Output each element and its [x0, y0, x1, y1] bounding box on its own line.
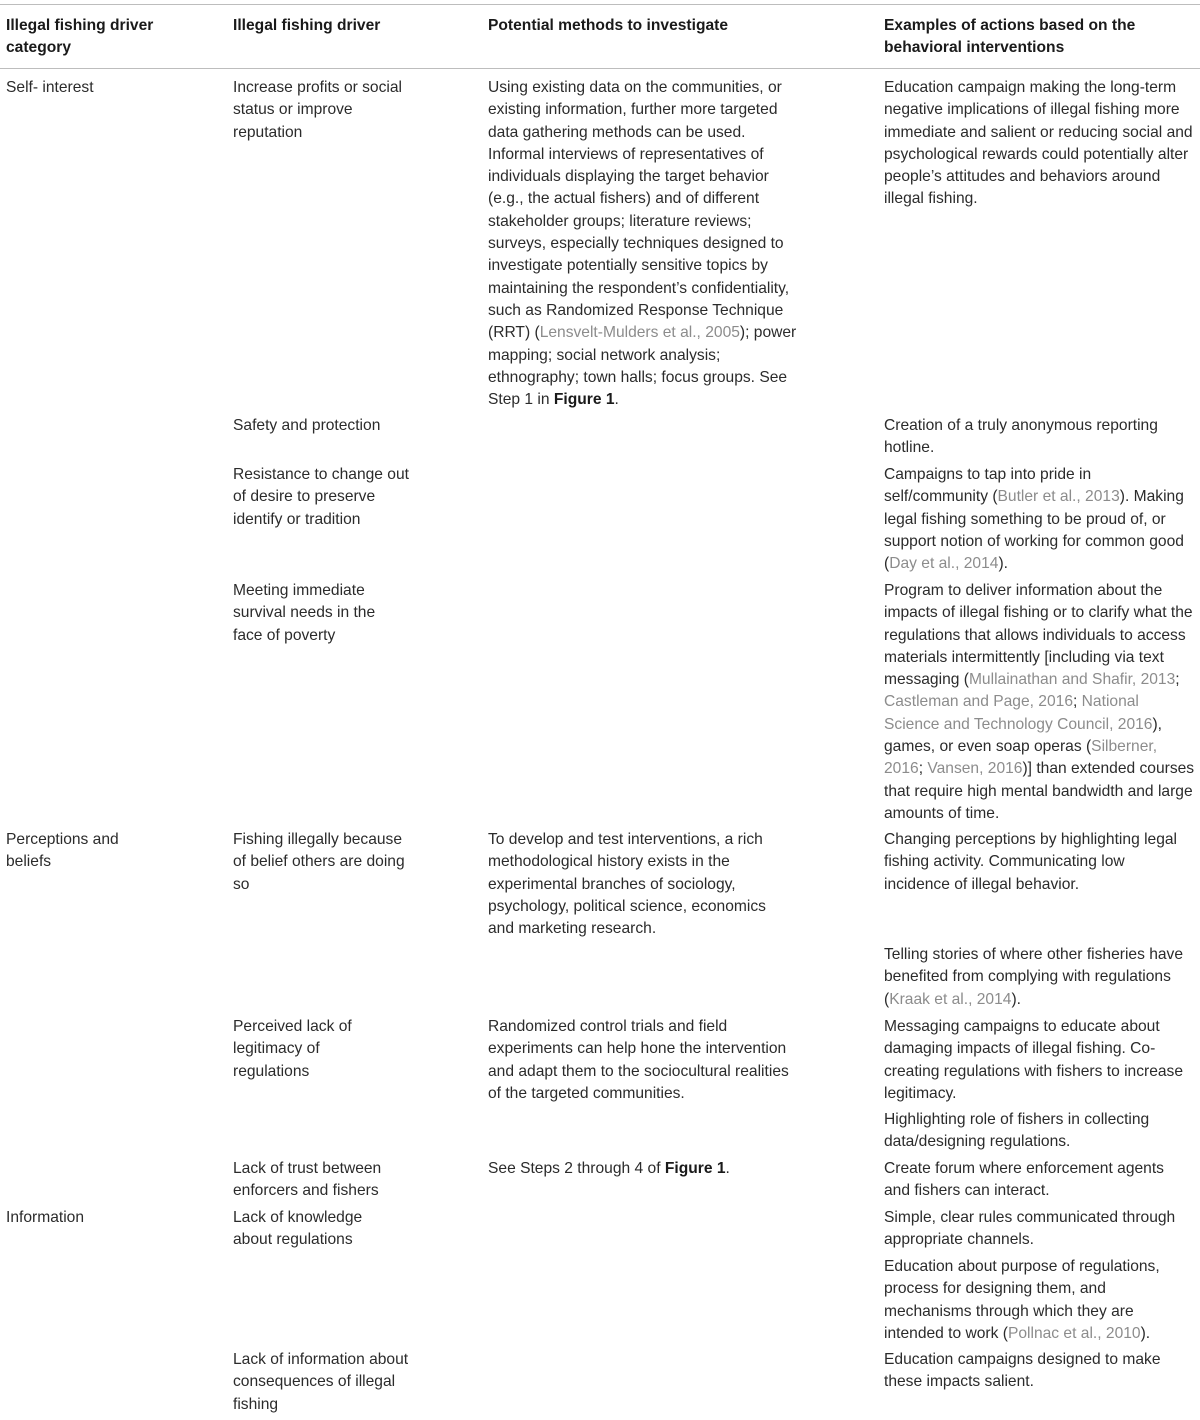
header-actions: Examples of actions based on the behavioral interventions: [884, 17, 1136, 57]
citation-link[interactable]: Pollnac et al., 2010: [1007, 1324, 1141, 1342]
driver-legitimacy: Perceived lack of legitimacy of regulations: [233, 1018, 352, 1080]
citation-link[interactable]: Butler et al., 2013: [997, 488, 1120, 506]
action-telling-stories: Telling stories of where other fisheries have benefited from complying with regulations (Kraak et al., 2014).: [884, 946, 1184, 1008]
method-see-steps: See Steps 2 through 4 of Figure 1.: [488, 1160, 730, 1177]
method-experimental: To develop and test interventions, a rich methodological history exists in the experimental branches of sociology, psychology, political science, economics and marketing research.: [488, 831, 766, 938]
citation-link[interactable]: Kraak et al., 2014: [889, 990, 1012, 1008]
driver-safety: Safety and protection: [233, 417, 381, 434]
figure-link[interactable]: Figure 1: [664, 1160, 726, 1177]
driver-consequences: Lack of information about consequences of illegal fishing: [233, 1351, 409, 1413]
action-simple-rules: Simple, clear rules communicated through appropriate channels.: [884, 1209, 1176, 1249]
table-top-rule: [0, 4, 1200, 5]
citation-link[interactable]: Castleman and Page, 2016: [884, 693, 1073, 711]
driver-resistance: Resistance to change out of desire to preserve identify or tradition: [233, 466, 409, 528]
citation-link[interactable]: Day et al., 2014: [889, 555, 999, 573]
table-header-rule: [0, 68, 1200, 69]
header-methods: Potential methods to investigate: [488, 17, 729, 34]
action-create-forum: Create forum where enforcement agents and fishers can interact.: [884, 1160, 1164, 1200]
action-changing-perceptions: Changing perceptions by highlighting legal fishing activity. Communicating low incidence of illegal behavior.: [884, 831, 1178, 893]
citation-link[interactable]: Lensvelt-Mulders et al., 2005: [539, 324, 740, 342]
driver-knowledge: Lack of knowledge about regulations: [233, 1209, 363, 1249]
action-highlighting-role: Highlighting role of fishers in collecting data/designing regulations.: [884, 1111, 1150, 1151]
citation-link[interactable]: Vansen, 2016: [927, 760, 1023, 778]
action-pride-campaigns: Campaigns to tap into pride in self/community (Butler et al., 2013). Making legal fishing something to be proud of, or support notion of working for common good (Day et al., 2014).: [884, 466, 1184, 573]
action-education-regulations: Education about purpose of regulations, process for designing them, and mechanisms through which they are intended to work (Pollnac et al., 2010).: [884, 1258, 1160, 1342]
driver-profits: Increase profits or social status or improve reputation: [233, 79, 403, 141]
header-driver: Illegal fishing driver: [233, 17, 381, 34]
figure-link[interactable]: Figure 1: [553, 391, 615, 409]
action-impact-campaigns: Education campaigns designed to make these impacts salient.: [884, 1351, 1161, 1391]
action-information-program: Program to deliver information about the impacts of illegal fishing or to clarify what the regulations that allows individuals to access materials intermittently [including via text messaging (Mullainathan and Shafir, 2013; Castleman and Page, 2016; National Science and Technology Council, 2016), games, or even soap operas (Silberner, 2016; Vansen, 2016)] than extended courses that require high mental bandwidth and large amounts of time.: [884, 582, 1195, 822]
citation-link[interactable]: National Science and Technology Council, 2016: [884, 693, 1153, 733]
category-self-interest: Self- interest: [6, 79, 94, 96]
citation-link[interactable]: Mullainathan and Shafir, 2013: [968, 671, 1176, 689]
category-information: Information: [6, 1209, 85, 1226]
driver-survival: Meeting immediate survival needs in the face of poverty: [233, 582, 376, 644]
driver-trust: Lack of trust between enforcers and fishers: [233, 1160, 382, 1200]
driver-belief-others: Fishing illegally because of belief others are doing so: [233, 831, 405, 893]
method-rct: Randomized control trials and field experiments can help hone the intervention and adapt them to the sociocultural realities of the targeted communities.: [488, 1018, 789, 1102]
action-education-campaign: Education campaign making the long-term negative implications of illegal fishing more immediate and salient or reducing social and psychological rewards could potentially alter people’s attitudes and behaviors around illegal fishing.: [884, 79, 1193, 208]
action-reporting-hotline: Creation of a truly anonymous reporting hotline.: [884, 417, 1158, 457]
category-perceptions: Perceptions and beliefs: [6, 831, 119, 871]
method-data-gathering: Using existing data on the communities, or existing information, further more targeted data gathering methods can be used. Informal interviews of representatives of individuals displaying the target behavior (e.g., the actual fishers) and of different stakeholder groups; literature reviews; surveys, especially techniques designed to investigate potentially sensitive topics by maintaining the respondent’s confidentiality, such as Randomized Response Technique (RRT) (Lensvelt-Mulders et al., 2005); power mapping; social network analysis; ethnography; town halls; focus groups. See Step 1 in Figure 1.: [488, 79, 797, 409]
header-driver-category: Illegal fishing driver category: [6, 17, 154, 57]
action-messaging-campaigns: Messaging campaigns to educate about damaging impacts of illegal fishing. Co-creating regulations with fishers to increase legitimacy.: [884, 1018, 1184, 1102]
citation-link[interactable]: Silberner, 2016: [884, 738, 1158, 778]
